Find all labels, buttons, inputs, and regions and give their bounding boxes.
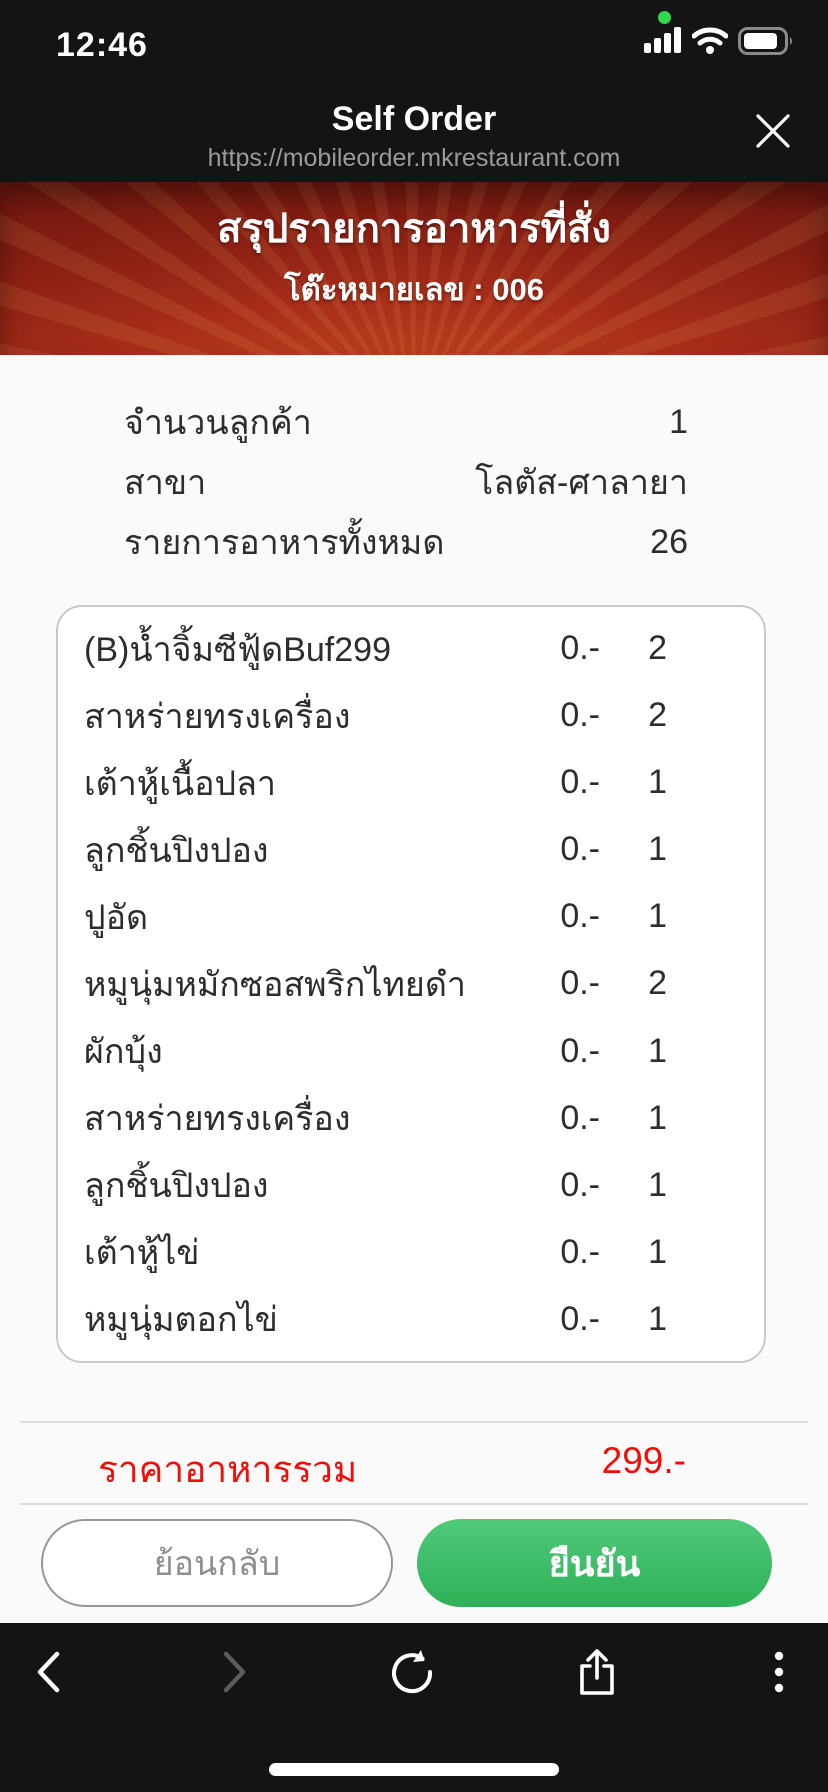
- item-name: ผักบุ้ง: [84, 1033, 163, 1071]
- item-name: ลูกชิ้นปิงปอง: [84, 1167, 269, 1206]
- item-qty: 1: [648, 897, 667, 936]
- info-row: [124, 452, 688, 512]
- item-qty: 1: [648, 830, 667, 869]
- order-items-list: [56, 605, 766, 1363]
- info-label: รายการอาหารทั้งหมด: [124, 524, 445, 562]
- item-price: 0.-: [560, 1031, 600, 1070]
- item-qty: 2: [648, 964, 667, 1003]
- home-indicator[interactable]: [269, 1763, 559, 1776]
- total-label: ราคาอาหารรวม: [98, 1449, 358, 1490]
- total-row: [98, 1440, 686, 1499]
- more-options-icon[interactable]: [755, 1648, 803, 1696]
- item-qty: 1: [648, 1098, 667, 1137]
- item-name: หมูนุ่มตอกไข่: [84, 1301, 278, 1340]
- browser-header: [0, 0, 828, 182]
- order-item-row: [84, 689, 667, 743]
- order-info-section: [124, 392, 688, 572]
- item-qty: 2: [648, 629, 667, 668]
- item-name: เต้าหู้เนื้อปลา: [84, 764, 276, 803]
- order-item-row: [84, 823, 667, 877]
- battery-icon: [738, 27, 794, 60]
- info-row: [124, 512, 688, 572]
- order-item-row: [84, 890, 667, 944]
- item-price: 0.-: [560, 1165, 600, 1204]
- item-name: (B)น้ำจิ้มซีฟู้ดBuf299: [84, 630, 391, 669]
- info-row: [124, 392, 688, 452]
- browser-forward-icon[interactable]: [208, 1648, 256, 1696]
- wifi-icon: [692, 27, 728, 60]
- item-price: 0.-: [560, 1232, 600, 1271]
- recording-indicator-dot: [658, 11, 671, 24]
- status-icons: [644, 27, 794, 60]
- table-number: โต๊ะหมายเลข : 006: [284, 272, 544, 307]
- item-qty: 1: [648, 763, 667, 802]
- item-price: 0.-: [560, 830, 600, 869]
- item-price: 0.-: [560, 1299, 600, 1338]
- back-button[interactable]: ย้อนกลับ: [41, 1519, 393, 1607]
- page-title: Self Order: [331, 100, 497, 138]
- divider-bottom: [20, 1503, 808, 1505]
- item-price: 0.-: [560, 763, 600, 802]
- item-price: 0.-: [560, 1098, 600, 1137]
- item-qty: 1: [648, 1165, 667, 1204]
- confirm-button[interactable]: ยืนยัน: [417, 1519, 772, 1607]
- item-name: สาหร่ายทรงเครื่อง: [84, 1100, 351, 1139]
- item-qty: 1: [648, 1232, 667, 1271]
- divider-top: [20, 1421, 808, 1423]
- item-qty: 1: [648, 1299, 667, 1338]
- item-name: ปูอัด: [84, 898, 149, 937]
- signal-strength-icon: [644, 27, 682, 60]
- safari-toolbar: [0, 1623, 828, 1792]
- browser-back-icon[interactable]: [27, 1648, 75, 1696]
- order-item-row: [84, 1225, 667, 1279]
- order-item-row: [84, 1292, 667, 1346]
- info-value: 26: [650, 522, 688, 561]
- order-item-row: [84, 957, 667, 1011]
- item-price: 0.-: [560, 629, 600, 668]
- page-url: https://mobileorder.mkrestaurant.com: [207, 144, 621, 172]
- item-qty: 1: [648, 1031, 667, 1070]
- item-qty: 2: [648, 696, 667, 735]
- order-summary-banner: [0, 182, 828, 355]
- item-name: ลูกชิ้นปิงปอง: [84, 831, 269, 870]
- order-item-row: [84, 756, 667, 810]
- info-label: สาขา: [124, 464, 207, 502]
- action-buttons: [41, 1519, 772, 1607]
- order-item-row: [84, 1158, 667, 1212]
- total-value: 299.-: [601, 1440, 686, 1481]
- info-value: 1: [669, 402, 688, 441]
- share-icon[interactable]: [573, 1648, 621, 1696]
- item-name: เต้าหู้ไข่: [84, 1234, 200, 1273]
- order-item-row: [84, 622, 667, 676]
- order-item-row: [84, 1024, 667, 1078]
- item-price: 0.-: [560, 696, 600, 735]
- order-item-row: [84, 1091, 667, 1145]
- close-icon[interactable]: [750, 108, 796, 154]
- item-name: สาหร่ายทรงเครื่อง: [84, 697, 351, 736]
- reload-icon[interactable]: [389, 1648, 437, 1696]
- info-value: โลตัส-ศาลายา: [475, 464, 688, 502]
- banner-title: สรุปรายการอาหารที่สั่ง: [217, 207, 611, 251]
- info-label: จำนวนลูกค้า: [124, 404, 312, 442]
- status-time: 12:46: [56, 26, 148, 64]
- item-name: หมูนุ่มหมักซอสพริกไทยดำ: [84, 965, 467, 1004]
- item-price: 0.-: [560, 897, 600, 936]
- item-price: 0.-: [560, 964, 600, 1003]
